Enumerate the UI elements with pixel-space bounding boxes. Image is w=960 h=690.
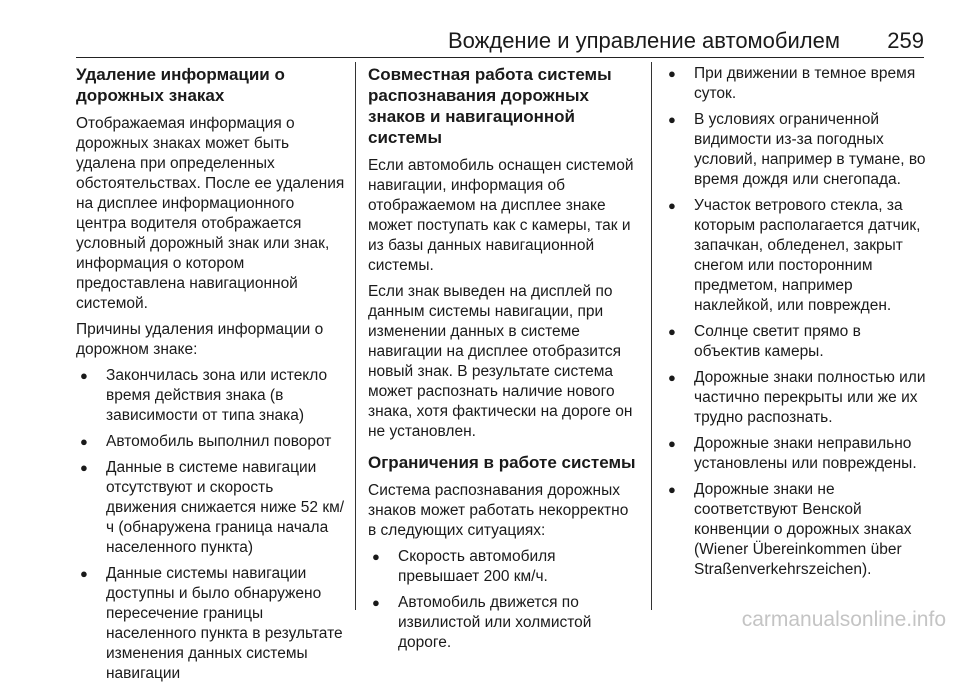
list-item: ● Дорожные знаки не соответствуют Венской конвенции о дорожных знаках (Wiener Übereinkommen über Straßenverkehrszeichen). — [668, 480, 930, 580]
paragraph: Отображаемая информация о дорожных знаках может быть удалена при определенных обстоятельствах. После ее удаления на дисплее информационного центра водителя отображается условный дорожный знак или знак, информация о котором предоставлена навигационной системой. — [76, 115, 345, 312]
paragraph: Причины удаления информации о дорожном знаке: — [76, 321, 324, 358]
bullet-list — [76, 366, 346, 684]
list-item: ● Закончилась зона или истекло время действия знака (в зависимости от типа знака) — [80, 366, 346, 426]
column-left — [76, 64, 346, 690]
bullet-list — [668, 64, 930, 580]
list-item: ● Автомобиль выполнил поворот — [80, 432, 346, 452]
list-item: ● Дорожные знаки полностью или частично перекрыты или же их трудно распознать. — [668, 368, 930, 428]
header-rule — [76, 57, 924, 58]
page-header — [76, 24, 924, 56]
column-middle — [368, 64, 638, 659]
column-right — [668, 64, 930, 586]
list-item: ● Солнце светит прямо в объектив камеры. — [668, 322, 930, 362]
list-item: ● Данные системы навигации доступны и было обнаружено пересечение границы населенного пункта в результате изменения данных системы навигации — [80, 564, 346, 684]
paragraph: Система распознавания дорожных знаков может работать некорректно в следующих ситуациях: — [368, 482, 629, 539]
watermark-text: carmanualsonline.info — [741, 608, 946, 631]
list-item: ● Автомобиль движется по извилистой или холмистой дороге. — [372, 593, 638, 653]
header-title: Вождение и управление автомобилем — [447, 28, 840, 53]
list-item: ● Скорость автомобиля превышает 200 км/ч. — [372, 547, 638, 587]
list-item: ● Участок ветрового стекла, за которым располагается датчик, запачкан, обледенел, закрыт снегом или посторонним предметом, например наклейкой, или поврежден. — [668, 196, 930, 316]
bullet-list — [368, 547, 638, 653]
section-heading: Ограничения в работе системы — [368, 453, 636, 472]
column-divider — [355, 62, 356, 610]
list-item: ● При движении в темное время суток. — [668, 64, 930, 104]
section-heading: Удаление информации о дорожных знаках — [76, 65, 285, 105]
column-divider — [651, 62, 652, 610]
paragraph: Если знак выведен на дисплей по данным системы навигации, при изменении данных в системе навигации на дисплее отобразится новый знак. В результате система может распознать наличие нового знака, хотя фактически на дороге он не установлен. — [368, 283, 633, 440]
page-number: 259 — [887, 28, 924, 53]
list-item: ● В условиях ограниченной видимости из-за погодных условий, например в тумане, во время дождя или снегопада. — [668, 110, 930, 190]
list-item: ● Дорожные знаки неправильно установлены или повреждены. — [668, 434, 930, 474]
list-item: ● Данные в системе навигации отсутствуют и скорость движения снижается ниже 52 км/ч (обнаружена граница начала населенного пункта) — [80, 458, 346, 558]
paragraph: Если автомобиль оснащен системой навигации, информация об отображаемом на дисплее знаке может поступать как с камеры, так и из базы данных навигационной системы. — [368, 157, 634, 274]
section-heading: Совместная работа системы распознавания дорожных знаков и навигационной системы — [368, 65, 612, 147]
